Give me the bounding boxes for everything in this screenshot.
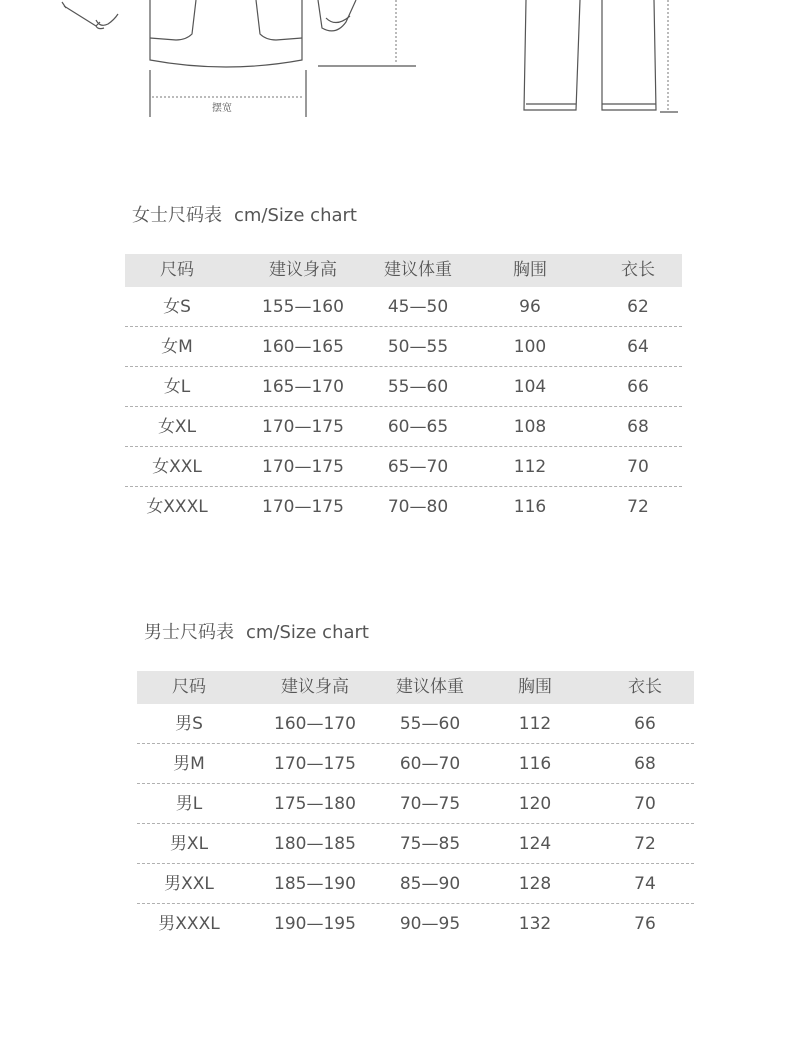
women-cell-height: 155—160 — [262, 297, 344, 317]
women-cell-length: 62 — [627, 297, 649, 317]
men-cell-height: 185—190 — [274, 874, 356, 894]
women-cell-chest: 100 — [513, 337, 547, 357]
hem-width-label: 摆宽 — [212, 103, 232, 114]
men-cell-weight: 70—75 — [399, 794, 461, 814]
women-cell-size: 女S — [163, 297, 191, 317]
women-cell-weight: 70—80 — [387, 497, 449, 517]
shirt-left-cuff — [96, 14, 118, 25]
men-cell-chest: 132 — [518, 914, 552, 934]
men-cell-height: 180—185 — [274, 834, 356, 854]
men-table-header — [137, 671, 694, 704]
men-cell-size: 男M — [173, 754, 205, 774]
women-table-row — [125, 407, 682, 447]
men-cell-length: 66 — [634, 714, 656, 734]
men-cell-size: 男XL — [169, 834, 209, 854]
women-header-length: 衣长 — [621, 260, 655, 280]
women-table-row — [125, 287, 682, 327]
men-header-height: 建议身高 — [281, 677, 349, 697]
men-cell-size: 男L — [175, 794, 203, 814]
men-cell-weight: 85—90 — [399, 874, 461, 894]
women-header-height: 建议身高 — [269, 260, 337, 280]
men-title-en: cm/Size chart — [246, 622, 369, 643]
men-cell-height: 175—180 — [274, 794, 356, 814]
men-cell-chest: 120 — [518, 794, 552, 814]
women-cell-size: 女XXL — [152, 457, 202, 477]
women-cell-size: 女L — [163, 377, 191, 397]
shirt-body — [150, 0, 302, 67]
men-cell-height: 160—170 — [274, 714, 356, 734]
men-cell-size: 男XXXL — [158, 914, 220, 934]
women-cell-chest: 104 — [513, 377, 547, 397]
men-header-chest: 胸围 — [518, 677, 552, 697]
women-cell-length: 64 — [627, 337, 649, 357]
pants-outline — [524, 0, 656, 110]
women-table-row — [125, 327, 682, 367]
men-title-cn: 男士尺码表 — [144, 622, 234, 643]
shirt-pocket-right — [256, 0, 302, 40]
men-size-table — [137, 671, 694, 944]
shirt-left-sleeve — [62, 2, 104, 29]
women-cell-height: 170—175 — [262, 457, 344, 477]
women-cell-weight: 50—55 — [387, 337, 449, 357]
women-cell-length: 72 — [627, 497, 649, 517]
women-header-chest: 胸围 — [513, 260, 547, 280]
women-cell-chest: 112 — [513, 457, 547, 477]
women-cell-length: 70 — [627, 457, 649, 477]
men-table-row — [137, 864, 694, 904]
shirt-right-sleeve — [318, 0, 356, 31]
men-table-row — [137, 704, 694, 744]
women-cell-size: 女M — [161, 337, 193, 357]
men-cell-weight: 75—85 — [399, 834, 461, 854]
women-table-row — [125, 487, 682, 527]
men-cell-chest: 116 — [518, 754, 552, 774]
women-cell-chest: 96 — [519, 297, 541, 317]
men-table-row — [137, 744, 694, 784]
men-cell-weight: 60—70 — [399, 754, 461, 774]
women-title-cn: 女士尺码表 — [132, 205, 222, 226]
women-cell-weight: 65—70 — [387, 457, 449, 477]
men-header-weight: 建议体重 — [396, 677, 464, 697]
men-cell-weight: 90—95 — [399, 914, 461, 934]
men-cell-weight: 55—60 — [399, 714, 461, 734]
men-cell-size: 男S — [175, 714, 203, 734]
women-table-row — [125, 447, 682, 487]
women-title-en: cm/Size chart — [234, 205, 357, 226]
women-cell-weight: 55—60 — [387, 377, 449, 397]
men-cell-length: 68 — [634, 754, 656, 774]
men-table-row — [137, 824, 694, 864]
men-chart-title — [144, 618, 369, 644]
women-cell-length: 68 — [627, 417, 649, 437]
women-size-table — [125, 254, 682, 527]
women-cell-height: 165—170 — [262, 377, 344, 397]
men-cell-length: 72 — [634, 834, 656, 854]
women-cell-chest: 116 — [513, 497, 547, 517]
women-cell-weight: 60—65 — [387, 417, 449, 437]
men-cell-chest: 112 — [518, 714, 552, 734]
men-cell-length: 70 — [634, 794, 656, 814]
men-table-row — [137, 784, 694, 824]
men-cell-chest: 124 — [518, 834, 552, 854]
women-cell-height: 160—165 — [262, 337, 344, 357]
women-cell-height: 170—175 — [262, 417, 344, 437]
women-chart-title — [132, 201, 357, 227]
men-cell-length: 74 — [634, 874, 656, 894]
women-cell-length: 66 — [627, 377, 649, 397]
men-cell-length: 76 — [634, 914, 656, 934]
garment-measurement-diagram — [0, 0, 790, 125]
women-table-header — [125, 254, 682, 287]
women-cell-height: 170—175 — [262, 497, 344, 517]
men-cell-chest: 128 — [518, 874, 552, 894]
women-cell-chest: 108 — [513, 417, 547, 437]
men-cell-height: 190—195 — [274, 914, 356, 934]
women-table-row — [125, 367, 682, 407]
women-cell-size: 女XXXL — [146, 497, 208, 517]
women-header-size: 尺码 — [160, 260, 194, 280]
men-header-size: 尺码 — [172, 677, 206, 697]
women-cell-weight: 45—50 — [387, 297, 449, 317]
men-table-row — [137, 904, 694, 944]
women-header-weight: 建议体重 — [384, 260, 452, 280]
men-cell-size: 男XXL — [164, 874, 214, 894]
shirt-pocket-left — [150, 0, 196, 40]
men-cell-height: 170—175 — [274, 754, 356, 774]
men-header-length: 衣长 — [628, 677, 662, 697]
women-cell-size: 女XL — [157, 417, 197, 437]
